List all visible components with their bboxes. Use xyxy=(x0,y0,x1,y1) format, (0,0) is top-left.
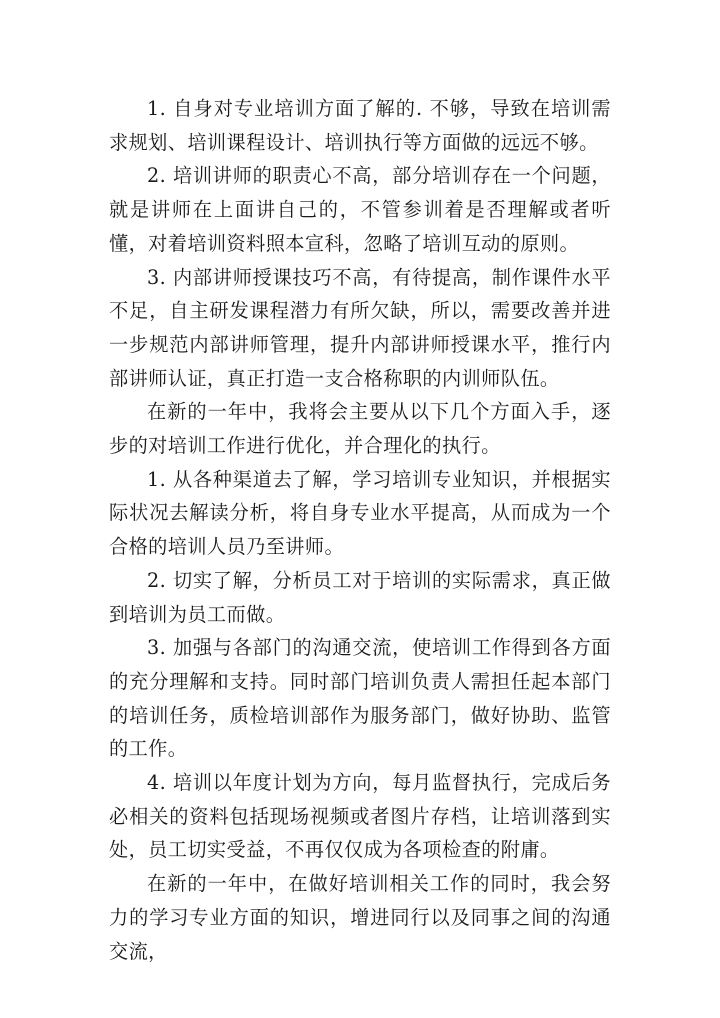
paragraph-plan-4: 4. 培训以年度计划为方向，每月监督执行，完成后务必相关的资料包括现场视频或者图片存档，让培训落到实处，员工切实受益，不再仅仅成为各项检查的附庸。 xyxy=(109,771,611,862)
paragraph-plan-2: 2. 切实了解，分析员工对于培训的实际需求，真正做到培训为员工而做。 xyxy=(109,568,611,626)
paragraph-plan-intro: 在新的一年中，我将会主要从以下几个方面入手，逐步的对培训工作进行优化，并合理化的执行。 xyxy=(109,400,611,458)
paragraph-weakness-1: 1. 自身对专业培训方面了解的. 不够，导致在培训需求规划、培训课程设计、培训执行等方面做的远远不够。 xyxy=(109,97,611,154)
paragraph-weakness-3: 3. 内部讲师授课技巧不高，有待提高，制作课件水平不足，自主研发课程潜力有所欠缺，所以，需要改善并进一步规范内部讲师管理，提升内部讲师授课水平，推行内部讲师认证，真正打造一支合格称职的内训师队伍。 xyxy=(109,265,611,390)
paragraph-plan-1: 1. 从各种渠道去了解，学习培训专业知识，并根据实际状况去解读分析，将自身专业水平提高，从而成为一个合格的培训人员乃至讲师。 xyxy=(109,467,611,559)
paragraph-closing: 在新的一年中，在做好培训相关工作的同时，我会努力的学习专业方面的知识，增进同行以及同事之间的沟通交流， xyxy=(109,872,611,963)
document-body xyxy=(109,92,611,968)
paragraph-plan-3: 3. 加强与各部门的沟通交流，使培训工作得到各方面的充分理解和支持。同时部门培训负责人需担任起本部门的培训任务，质检培训部作为服务部门，做好协助、监管的工作。 xyxy=(109,636,611,761)
paragraph-weakness-2: 2. 培训讲师的职责心不高，部分培训存在一个问题，就是讲师在上面讲自己的，不管参训着是否理解或者听懂，对着培训资料照本宣科，忽略了培训互动的原则。 xyxy=(109,164,611,255)
